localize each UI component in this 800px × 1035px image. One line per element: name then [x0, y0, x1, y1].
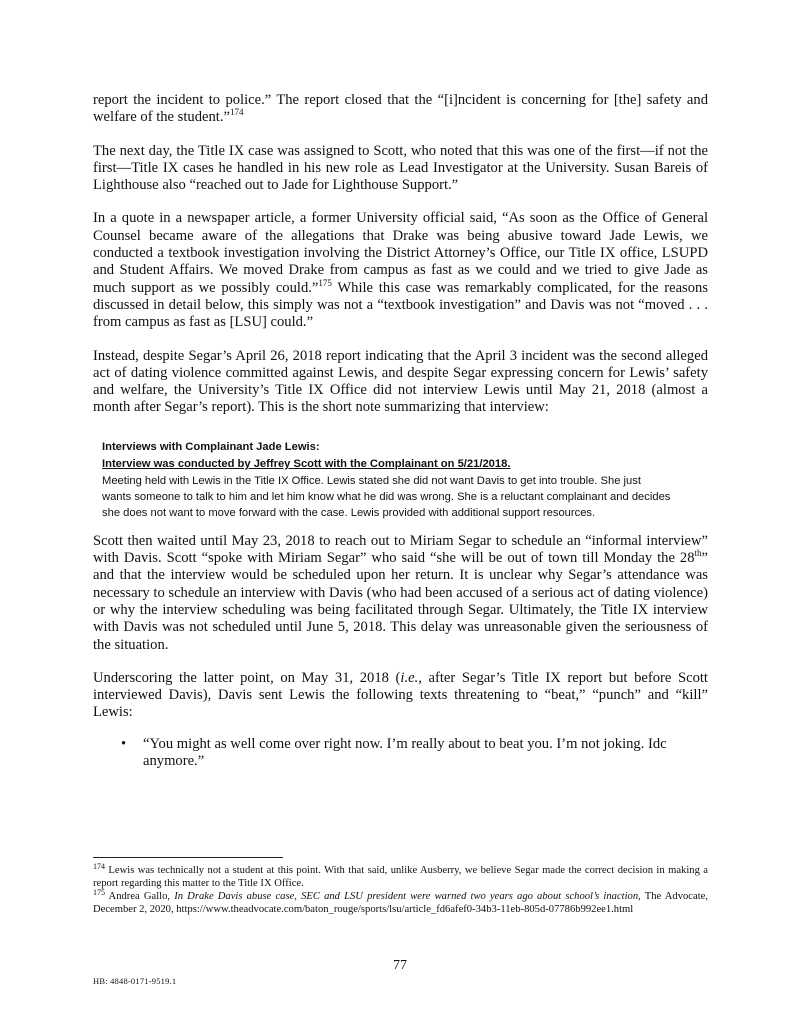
- footnote-divider: [93, 857, 283, 858]
- bullet-item: • “You might as well come over right now. I’m really about to beat you. I’m not joking. Idc anymore.”: [121, 735, 667, 770]
- footnotes: [93, 864, 708, 916]
- paragraph-0: report the incident to police.” The report closed that the “[i]ncident is concerning for [the] safety and welfare of the student.”$^{174}$: [93, 92, 708, 126]
- paragraph-5: Underscoring the latter point, on May 31, 2018 (i.e., after Segar’s Title IX report but before Scott interviewed Davis), Davis sent Lewis the following texts threatening to “beat,” “punch” and “kill” Lewis:: [93, 669, 708, 721]
- footnote-175: $^{175}$ Andrea Gallo, In Drake Davis abuse case, SEC and LSU president were warned two years ago about school’s inaction, The Advocate, December 2, 2020, https://www.theadvocate.com/baton_rouge/sports/lsu/article_fd6afef0-34b3-11eb-805d-07786b992ee1.html: [93, 888, 708, 915]
- page-body: [93, 92, 708, 770]
- paragraph-1: The next day, the Title IX case was assigned to Scott, who noted that this was one of the first—if not the first—Title IX cases he handled in his new role as Lead Investigator at the University. Susan Bareis of Lighthouse also “reached out to Jade for Lighthouse Support.”: [93, 142, 708, 194]
- excerpt-heading: Interviews with Complainant Jade Lewis:: [102, 440, 320, 453]
- footnote-ref-174[interactable]: 174: [229, 107, 244, 118]
- excerpt-body: Meeting held with Lewis in the Title IX Office. Lewis stated she did not want Davis to get into trouble. She just wants someone to talk to him and let him know what he did was wrong. She is a reluctant complainant and decides she does not want to move forward with the case. Lewis provided with additional support resources.: [102, 474, 671, 520]
- superscript-th: th: [694, 548, 702, 559]
- paragraph-3: Instead, despite Segar’s April 26, 2018 report indicating that the April 3 incident was the second alleged act of dating violence committed against Lewis, and despite Segar expressing concern for Lewis’ safety and welfare, the University’s Title IX Office did not interview Lewis until May 21, 2018 (almost a month after Segar’s report). This is the short note summarizing that interview:: [93, 347, 708, 416]
- paragraph-4: Scott then waited until May 23, 2018 to reach out to Miriam Segar to schedule an “informal interview” with Davis. Scott “spoke with Miriam Segar” who said “she will be out of town till Monday the 28th” and that the interview would be scheduled upon her return. It is unclear why Segar’s attendance was necessary to schedule an interview with Davis (who had been accused of a serious act of dating violence) or why the interview scheduling was being facilitated through Segar. Ultimately, the Title IX interview with Davis was not scheduled until June 5, 2018. This delay was unreasonable given the seriousness of the situation.: [93, 532, 708, 653]
- document-id: HB: 4848-0171-9519.1: [93, 976, 177, 986]
- bullet-dot-icon: •: [121, 735, 127, 752]
- footnote-174: $^{174}$ Lewis was technically not a student at this point. With that said, unlike Ausberry, we believe Segar made the correct decision in making a report regarding this matter to the Title IX Office.: [93, 862, 708, 889]
- excerpt-subheading: Interview was conducted by Jeffrey Scott with the Complainant on 5/21/2018.: [102, 458, 511, 471]
- paragraph-2: In a quote in a newspaper article, a former University official said, “As soon as the Office of General Counsel became aware of the allegations that Drake was being abusive toward Jade Lewis, we conducted a textbook investigation involving the District Attorney’s Office, our Title IX office, LSUPD and Student Affairs. We moved Drake from campus as fast as we could and we tried to give Jade as much support as we possibly could.”$^{175}$ While this case was remarkably complicated, for the reasons discussed in detail below, this simply was not a “textbook investigation” and Davis was not “moved . . . from campus as fast as [LSU] could.”: [93, 210, 708, 331]
- interview-excerpt-image: [102, 439, 708, 522]
- footnote-175-link[interactable]: The Advocate, December 2, 2020, https://www.theadvocate.com/baton_rouge/sports/lsu/article_fd6afef0-34b3-11eb-805d-07786b992ee1.html: [93, 891, 708, 915]
- italic-ie: i.e.: [400, 669, 419, 686]
- page-number: 77: [393, 958, 407, 973]
- footnote-ref-175[interactable]: 175: [318, 277, 332, 288]
